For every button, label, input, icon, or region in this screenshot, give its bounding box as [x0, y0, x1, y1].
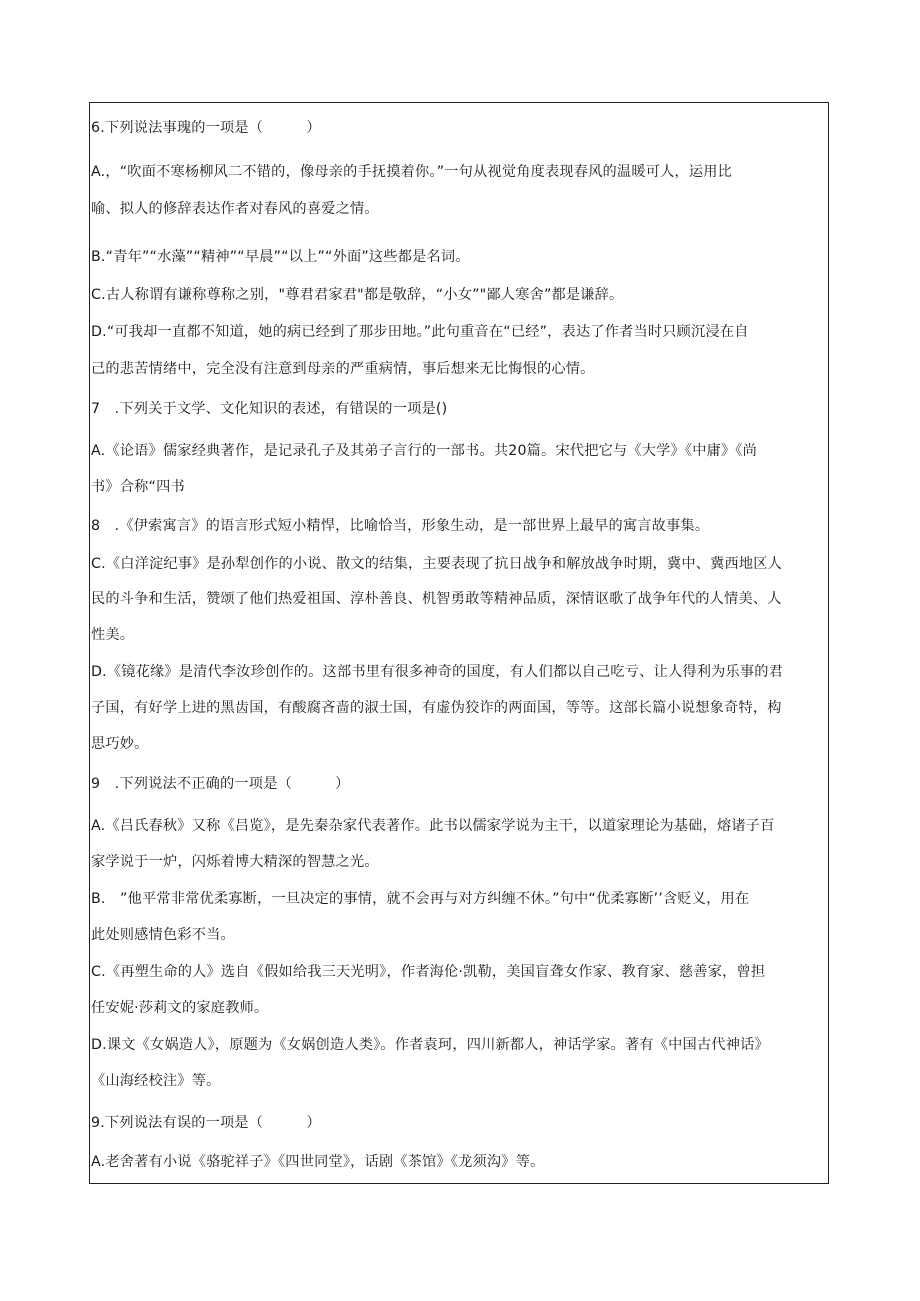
question-7-option-b: 8 .《伊索寓言》的语言形式短小精悍，比喻恰当，形象生动，是一部世界上最早的寓言故事集。 [91, 518, 710, 534]
question-7-option-d: D.《镜花缘》是清代李汝珍创作的。这部书里有很多神奇的国度，有人们都以自己吃亏、让人得利为乐事的君 [91, 664, 784, 680]
question-9-option-a-cont: 家学说于一炉，闪烁着博大精深的智慧之光。 [91, 854, 379, 870]
question-7-option-a-cont: 书》合称“四书 [91, 479, 185, 495]
question-9-option-b-cont: 此处则感情色彩不当。 [91, 927, 235, 943]
question-7-option-a: A.《论语》儒家经典著作，是记录孔子及其弟子言行的一部书。共20篇。宋代把它与《大学》《中庸》《尚 [91, 443, 758, 459]
question-6-option-d: D.“可我却一直都不知道，她的病已经到了那步田地。”此句重音在“已经”，表达了作者当时只顾沉浸在自 [91, 324, 749, 340]
question-6-option-d-cont: 己的悲苦情绪中，完全没有注意到母亲的严重病情，事后想来无比悔恨的心情。 [91, 361, 595, 377]
question-6-stem: 6.下列说法事瑰的一项是（ ） [91, 120, 321, 136]
question-7-option-d-cont: 子国，有好学上进的黑齿国，有酸腐吝啬的淑士国，有虚伪狡诈的两面国，等等。这部长篇小说想象奇特，构 [91, 700, 782, 716]
question-6-option-b: B.“青年”“水藻”“精神”“早晨”“以上”“外面”这些都是名词。 [91, 249, 470, 265]
question-9-stem: 9 .下列说法不正确的一项是（ ） [91, 776, 350, 792]
question-9-option-a: A.《吕氏春秋》又称《吕览》，是先秦杂家代表著作。此书以儒家学说为主干，以道家理论为基础，熔诸子百 [91, 818, 775, 834]
question-9-option-b: B. ”他平常非常优柔寡断，一旦决定的事情，就不会再与对方纠缠不休。”句中“优柔寡断’’含贬义，用在 [91, 891, 750, 907]
question-6-option-c: C.古人称谓有谦称尊称之别，"尊君君家君"都是敬辞，“小女”"鄙人寒舍”都是谦辞。 [91, 287, 624, 303]
question-9-option-c: C.《再塑生命的人》选自《假如给我三天光明》，作者海伦·凯勒，美国盲聋女作家、教育家、慈善家，曾担 [91, 964, 766, 980]
question-9b-option-a: A.老舍著有小说《骆驼祥子》《四世同堂》，话剧《茶馆》《龙须沟》等。 [91, 1154, 545, 1170]
question-7-option-c: C.《白洋淀纪事》是孙犁创作的小说、散文的结集，主要表现了抗日战争和解放战争时期，冀中、冀西地区人 [91, 556, 783, 572]
question-7-stem: 7 .下列关于文学、文化知识的表述，有错误的一项是() [91, 401, 448, 417]
question-9-option-d: D.课文《女娲造人》，原题为《女娲创造人类》。作者袁珂，四川新都人，神话学家。著有《中国古代神话》 [91, 1037, 769, 1053]
question-7-option-d-cont: 思巧妙。 [91, 736, 149, 752]
question-6-option-a-cont: 喻、拟人的修辞表达作者对春风的喜爱之情。 [91, 201, 379, 217]
question-7-option-c-cont: 民的斗争和生活，赞颂了他们热爱祖国、淳朴善良、机智勇敢等精神品质，深情讴歌了战争年代的人情美、人 [91, 591, 782, 607]
question-7-option-c-cont: 性美。 [91, 627, 135, 643]
question-6-option-a: A.，“吹面不寒杨柳风二不错的，像母亲的手抚摸着你。”一句从视觉角度表现春风的温暖可人，运用比 [91, 164, 733, 180]
question-9-option-d-cont: 《山海经校注》等。 [91, 1073, 221, 1089]
question-9b-stem: 9.下列说法有误的一项是（ ） [91, 1115, 321, 1131]
question-9-option-c-cont: 任安妮·莎莉文的家庭教师。 [91, 1000, 269, 1016]
